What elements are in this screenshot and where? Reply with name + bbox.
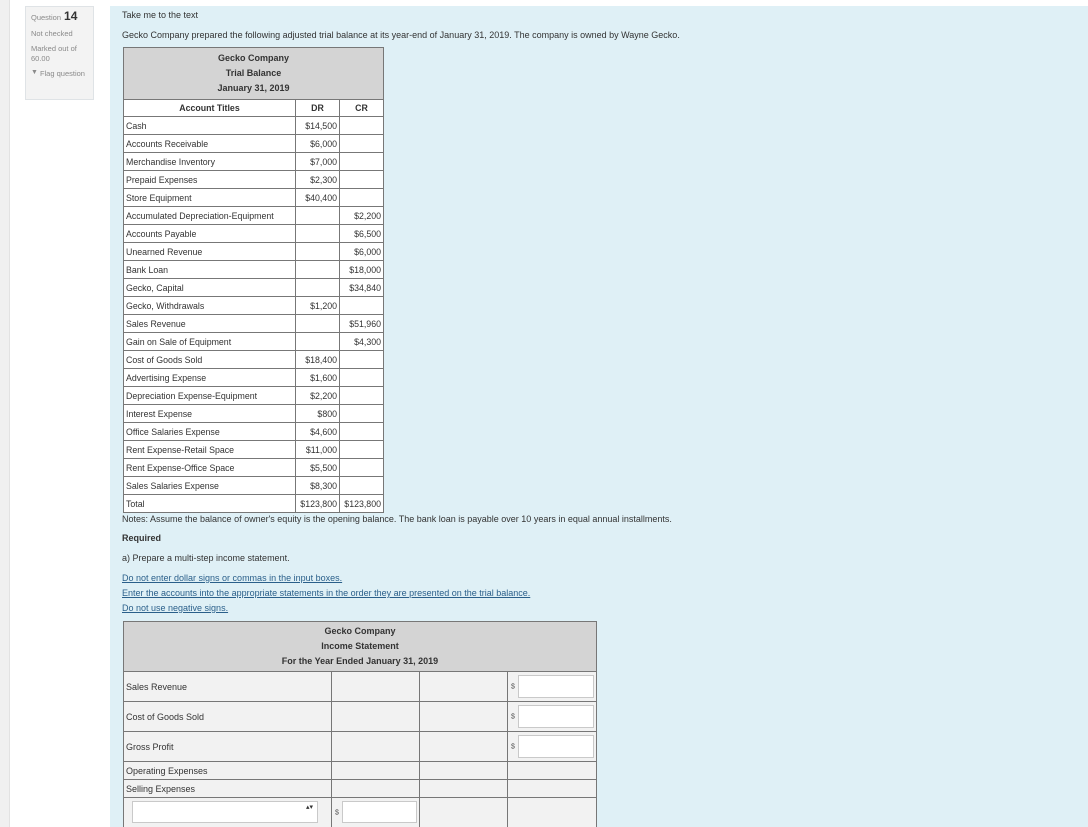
tb-dr: $1,200	[296, 297, 340, 315]
income-statement-header	[124, 622, 597, 672]
cogs-input[interactable]	[518, 705, 594, 728]
tb-cr	[340, 171, 384, 189]
tb-account: Gain on Sale of Equipment	[124, 333, 296, 351]
notes-text: Notes: Assume the balance of owner's equity is the opening balance. The bank loan is payable over 10 years in equal annual installments.	[122, 514, 672, 524]
is-select-cell	[124, 798, 332, 827]
tb-row	[124, 207, 384, 225]
tb-account: Rent Expense-Office Space	[124, 459, 296, 477]
trial-balance-header	[124, 48, 384, 100]
tb-dr	[296, 279, 340, 297]
question-number	[31, 9, 88, 24]
selling-expense-amount-input[interactable]	[342, 801, 417, 823]
select-arrows-icon: ▴▾	[305, 804, 313, 811]
is-amount-cell	[332, 798, 420, 827]
tb-cr	[340, 423, 384, 441]
tb-cr	[340, 441, 384, 459]
tb-cr: $6,500	[340, 225, 384, 243]
tb-account: Accumulated Depreciation-Equipment	[124, 207, 296, 225]
tb-dr	[296, 243, 340, 261]
marked-value: 60.00	[31, 53, 50, 63]
flag-question-link[interactable]	[31, 69, 88, 78]
tb-dr	[296, 207, 340, 225]
tb-row	[124, 135, 384, 153]
is-label-operating-expenses: Operating Expenses	[124, 762, 332, 780]
question-label: Question	[31, 13, 62, 22]
is-amount-cell	[508, 702, 597, 732]
tb-account: Store Equipment	[124, 189, 296, 207]
tb-cr: $2,200	[340, 207, 384, 225]
instruction-no-dollar-signs: Do not enter dollar signs or commas in the input boxes.	[122, 573, 343, 583]
tb-header-account: Account Titles	[124, 100, 296, 117]
take-me-to-text-link[interactable]: Take me to the text	[122, 10, 199, 20]
tb-row	[124, 225, 384, 243]
flag-label[interactable]: Flag question	[39, 69, 85, 79]
tb-dr: $14,500	[296, 117, 340, 135]
tb-row	[124, 243, 384, 261]
tb-row	[124, 477, 384, 495]
is-cell	[420, 702, 508, 732]
question-info-panel	[25, 6, 94, 100]
tb-row	[124, 351, 384, 369]
selling-expense-account-select[interactable]	[132, 801, 318, 823]
required-a-text: a) Prepare a multi-step income statement.	[122, 553, 290, 563]
is-cell	[332, 672, 420, 702]
is-cell	[332, 732, 420, 762]
question-status: Not checked	[31, 29, 73, 38]
tb-account: Depreciation Expense-Equipment	[124, 387, 296, 405]
is-cell	[332, 702, 420, 732]
tb-header-cr: CR	[340, 100, 384, 117]
tb-dr: $2,200	[296, 387, 340, 405]
tb-dr	[296, 315, 340, 333]
tb-account: Cost of Goods Sold	[124, 351, 296, 369]
tb-cr	[340, 117, 384, 135]
tb-row	[124, 117, 384, 135]
tb-account: Cash	[124, 117, 296, 135]
dollar-sign: $	[335, 809, 339, 816]
tb-dr: $1,600	[296, 369, 340, 387]
tb-dr	[296, 261, 340, 279]
is-row-selling-expense-entry	[124, 798, 597, 827]
tb-cr	[340, 477, 384, 495]
tb-row	[124, 387, 384, 405]
dollar-sign: $	[511, 743, 515, 750]
tb-dr	[296, 333, 340, 351]
tb-row	[124, 495, 384, 513]
tb-dr: $4,600	[296, 423, 340, 441]
tb-cr	[340, 189, 384, 207]
tb-account: Bank Loan	[124, 261, 296, 279]
tb-dr: $800	[296, 405, 340, 423]
tb-cr	[340, 387, 384, 405]
tb-cr: $4,300	[340, 333, 384, 351]
tb-account: Interest Expense	[124, 405, 296, 423]
tb-dr: $2,300	[296, 171, 340, 189]
tb-dr: $40,400	[296, 189, 340, 207]
question-marks	[31, 44, 88, 63]
tb-row	[124, 279, 384, 297]
tb-row	[124, 333, 384, 351]
tb-account: Prepaid Expenses	[124, 171, 296, 189]
is-row-selling-expenses	[124, 780, 597, 798]
is-label-selling-expenses: Selling Expenses	[124, 780, 332, 798]
tb-column-headers	[124, 100, 384, 117]
trial-balance-table	[123, 47, 384, 513]
tb-account: Rent Expense-Retail Space	[124, 441, 296, 459]
tb-dr: $123,800	[296, 495, 340, 513]
tb-row	[124, 297, 384, 315]
question-number-value: 14	[64, 9, 78, 23]
sales-revenue-input[interactable]	[518, 675, 594, 698]
is-title: Income Statement	[321, 641, 399, 651]
is-row-gross-profit	[124, 732, 597, 762]
tb-row	[124, 441, 384, 459]
tb-dr: $11,000	[296, 441, 340, 459]
tb-row	[124, 171, 384, 189]
is-period: For the Year Ended January 31, 2019	[281, 656, 439, 666]
tb-dr: $18,400	[296, 351, 340, 369]
tb-cr	[340, 405, 384, 423]
tb-account: Gecko, Withdrawals	[124, 297, 296, 315]
tb-dr: $6,000	[296, 135, 340, 153]
tb-row	[124, 405, 384, 423]
tb-cr: $6,000	[340, 243, 384, 261]
is-cell	[332, 762, 420, 780]
tb-account: Accounts Receivable	[124, 135, 296, 153]
tb-account: Accounts Payable	[124, 225, 296, 243]
tb-cr: $51,960	[340, 315, 384, 333]
tb-account: Total	[124, 495, 296, 513]
tb-account: Sales Revenue	[124, 315, 296, 333]
is-label-sales-revenue: Sales Revenue	[124, 672, 332, 702]
is-amount-cell	[508, 732, 597, 762]
tb-account: Office Salaries Expense	[124, 423, 296, 441]
tb-dr: $5,500	[296, 459, 340, 477]
tb-account: Unearned Revenue	[124, 243, 296, 261]
dollar-sign: $	[511, 713, 515, 720]
is-amount-cell	[508, 672, 597, 702]
tb-account: Merchandise Inventory	[124, 153, 296, 171]
marked-label: Marked out of	[31, 44, 77, 54]
instruction-no-negative: Do not use negative signs.	[122, 603, 229, 613]
tb-cr	[340, 135, 384, 153]
tb-dr	[296, 225, 340, 243]
tb-cr	[340, 369, 384, 387]
tb-cr: $18,000	[340, 261, 384, 279]
is-row-cogs	[124, 702, 597, 732]
tb-row	[124, 369, 384, 387]
left-scroll-strip	[0, 0, 10, 827]
tb-cr: $34,840	[340, 279, 384, 297]
tb-row	[124, 423, 384, 441]
is-cell	[508, 762, 597, 780]
instruction-order: Enter the accounts into the appropriate statements in the order they are presented on the trial balance.	[122, 588, 531, 598]
tb-account: Gecko, Capital	[124, 279, 296, 297]
tb-cr	[340, 459, 384, 477]
is-cell	[420, 732, 508, 762]
tb-cr	[340, 297, 384, 315]
tb-date: January 31, 2019	[217, 83, 290, 93]
is-label-cogs: Cost of Goods Sold	[124, 702, 332, 732]
required-heading: Required	[122, 533, 162, 543]
is-cell	[420, 762, 508, 780]
tb-title: Trial Balance	[225, 68, 282, 78]
tb-dr: $7,000	[296, 153, 340, 171]
tb-row	[124, 315, 384, 333]
is-company: Gecko Company	[324, 626, 396, 636]
is-cell	[420, 672, 508, 702]
is-cell	[420, 780, 508, 798]
tb-cr: $123,800	[340, 495, 384, 513]
gross-profit-input[interactable]	[518, 735, 594, 758]
tb-cr	[340, 153, 384, 171]
tb-row	[124, 261, 384, 279]
tb-header-dr: DR	[296, 100, 340, 117]
is-row-operating-expenses	[124, 762, 597, 780]
tb-account: Sales Salaries Expense	[124, 477, 296, 495]
tb-account: Advertising Expense	[124, 369, 296, 387]
tb-row	[124, 459, 384, 477]
flag-icon: ▼	[31, 69, 38, 77]
intro-text: Gecko Company prepared the following adjusted trial balance at its year-end of January 31, 2019. The company is owned by Wayne Gecko.	[122, 30, 680, 40]
tb-dr: $8,300	[296, 477, 340, 495]
tb-company: Gecko Company	[217, 53, 290, 63]
is-cell	[508, 798, 597, 827]
is-cell	[420, 798, 508, 827]
tb-row	[124, 153, 384, 171]
is-row-sales-revenue	[124, 672, 597, 702]
dollar-sign: $	[511, 683, 515, 690]
is-label-gross-profit: Gross Profit	[124, 732, 332, 762]
is-cell	[508, 780, 597, 798]
tb-row	[124, 189, 384, 207]
tb-cr	[340, 351, 384, 369]
is-cell	[332, 780, 420, 798]
income-statement-table	[123, 621, 597, 827]
question-content	[110, 6, 1088, 827]
